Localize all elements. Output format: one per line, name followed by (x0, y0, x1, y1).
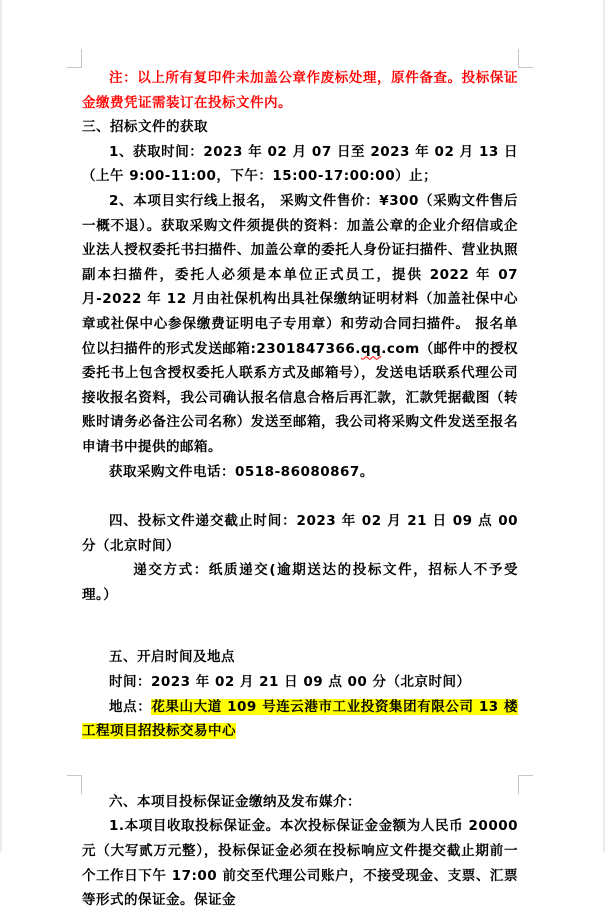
red-text-run: 注：以上所有复印件未加盖公章作废标处理，原件备查。投标保证金缴费凭证需装订在投标文件内。 (82, 70, 518, 111)
text-run: 五、开启时间及地点 (109, 649, 235, 666)
highlight-text-run: 花果山大道 109 号连云港市工业投资集团有限公司 13 楼工程项目招投标交易中心 (82, 698, 518, 740)
text-run: 四、投标文件递交截止时间：2023 年 02 月 21 日 09 点 00 分（北京时间） (82, 513, 518, 554)
document-page (2, 0, 603, 909)
paragraph (82, 66, 518, 115)
text-run: 获取采购文件电话：0518-86080867。 (109, 463, 374, 480)
paragraph (82, 790, 518, 815)
paragraph (82, 115, 518, 140)
text-run: 1、获取时间：2023 年 02 月 07 日至 2023 年 02 月 13 日（上午 9:00-11:00，下午：15:00-17:00:00）止； (82, 143, 518, 185)
crop-mark-bottom-left (67, 775, 82, 794)
text-run: 六、本项目投标保证金缴纳及发布媒介： (109, 793, 361, 810)
wavy-text-run: qq (360, 340, 382, 357)
paragraph (82, 509, 518, 558)
paragraph (82, 645, 518, 670)
crop-mark-top-left (67, 49, 82, 68)
text-run: 地点： (109, 698, 152, 715)
paragraph (82, 695, 518, 744)
text-run: 递交方式：纸质递交(逾期送达的投标文件，招标人不予受理。） (82, 562, 518, 603)
paragraph (82, 460, 518, 485)
document-body (82, 66, 518, 913)
paragraph (82, 558, 518, 607)
text-run: 1.本项目收取投标保证金。本次投标保证金金额为人民币 20000 元（大写贰万元整），投标保证金必须在投标响应文件提交截止期前一个工作日下午 17:00 前交至代理公司账户，不接受现金、支票、汇票等形式的保证金。保证金 (82, 818, 518, 909)
paragraph (82, 670, 518, 695)
text-run: 时间：2023 年 02 月 21 日 09 点 00 分（北京时间） (109, 674, 471, 691)
paragraph (82, 814, 518, 912)
text-run: 2、本项目实行线上报名， 采购文件售价：¥300（采购文件售后一概不退）。获取采购文件须提供的资料：加盖公章的企业介绍信或企业法人授权委托书扫描件、加盖公章的委托人身份证扫描件、营业执照副本扫描件，委托人必须是本单位正式员工，提供 2022 年 07 月-2022 年 12 月由社保机构出具社保缴纳证明材料（加盖社保中心章或社保中心参保缴费证明电子专用章）和劳动合同扫描件。 报名单位以扫描件的形式发送邮箱:2301847366. (82, 192, 518, 357)
paragraph (82, 140, 518, 189)
text-run: 三、招标文件的获取 (82, 119, 208, 136)
paragraph (82, 189, 518, 460)
crop-mark-bottom-right (518, 775, 533, 794)
crop-mark-top-right (518, 49, 533, 68)
text-run: .com（邮件中的授权委托书上包含授权委托人联系方式及邮箱号），发送电话联系代理公司接收报名资料，我公司确认报名信息合格后再汇款，汇款凭据截图（转账时请务必备注公司名称）发送至邮箱，我公司将采购文件发送至报名申请书中提供的邮箱。 (82, 340, 518, 455)
